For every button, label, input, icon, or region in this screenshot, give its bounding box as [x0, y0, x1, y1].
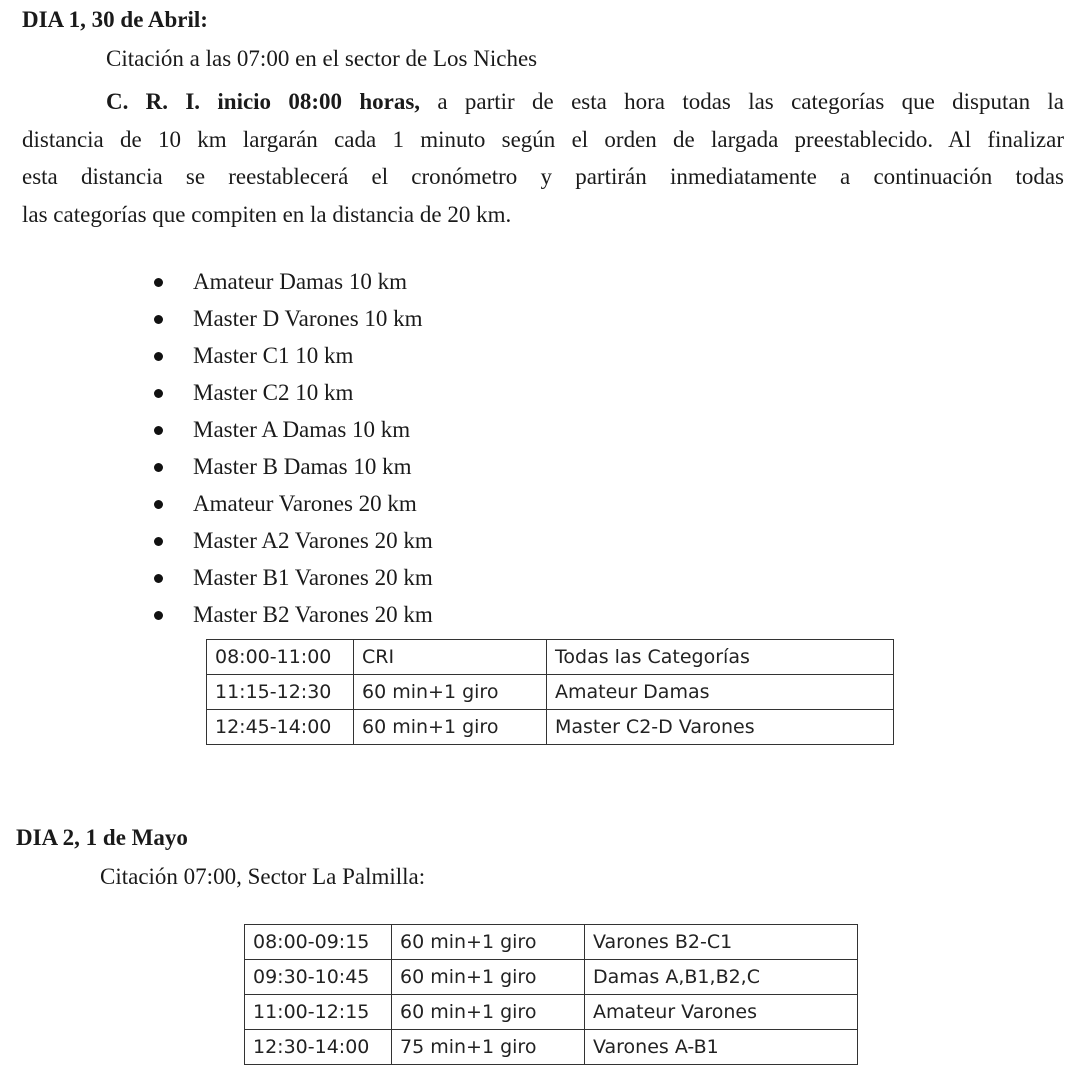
day2-citation: Citación 07:00, Sector La Palmilla: — [100, 864, 426, 889]
time-cell: 11:15-12:30 — [207, 675, 354, 710]
time-cell: 12:45-14:00 — [207, 710, 354, 745]
category-cell: Damas A,B1,B2,C — [585, 960, 858, 995]
format-cell: 60 min+1 giro — [392, 960, 585, 995]
format-cell: 75 min+1 giro — [392, 1030, 585, 1065]
bullet-icon — [154, 389, 163, 398]
day2-schedule-table — [244, 924, 858, 1065]
table-row — [245, 995, 858, 1030]
bullet-icon — [154, 611, 163, 620]
description-line-4: las categorías que compiten en la distancia de 20 km. — [22, 201, 512, 227]
time-cell: 11:00-12:15 — [245, 995, 392, 1030]
description-line-2: distancia de 10 km largarán cada 1 minuto según el orden de largada preestablecido. Al finalizar — [22, 126, 1064, 152]
day1-category-list — [150, 263, 433, 633]
day1-description — [22, 83, 1064, 233]
list-item: Master C1 10 km — [150, 337, 433, 374]
description-line-3: esta distancia se reestablecerá el cronómetro y partirán inmediatamente a continuación todas — [22, 164, 1064, 189]
category-cell: Varones B2-C1 — [585, 925, 858, 960]
day2-heading: DIA 2, 1 de Mayo — [16, 825, 188, 850]
category-cell: Todas las Categorías — [547, 640, 894, 675]
bullet-icon — [154, 537, 163, 546]
list-item: Master D Varones 10 km — [150, 300, 433, 337]
category-cell: Varones A-B1 — [585, 1030, 858, 1065]
description-bold-start: C. R. I. inicio 08:00 horas, — [106, 89, 421, 114]
category-cell: Amateur Varones — [585, 995, 858, 1030]
list-item: Master B Damas 10 km — [150, 448, 433, 485]
day1-heading: DIA 1, 30 de Abril: — [22, 7, 208, 32]
format-cell: 60 min+1 giro — [392, 925, 585, 960]
list-item: Master A Damas 10 km — [150, 411, 433, 448]
format-cell: 60 min+1 giro — [354, 675, 547, 710]
time-cell: 12:30-14:00 — [245, 1030, 392, 1065]
time-cell: 08:00-11:00 — [207, 640, 354, 675]
bullet-icon — [154, 500, 163, 509]
bullet-icon — [154, 278, 163, 287]
description-line-1 — [22, 83, 1064, 121]
day1-schedule-table — [206, 639, 894, 745]
table-row — [207, 640, 894, 675]
format-cell: CRI — [354, 640, 547, 675]
table-row — [207, 710, 894, 745]
bullet-icon — [154, 315, 163, 324]
time-cell: 08:00-09:15 — [245, 925, 392, 960]
list-item: Master B1 Varones 20 km — [150, 559, 433, 596]
description-line-1-rest: a partir de esta hora todas las categorías que disputan la — [420, 89, 1065, 114]
bullet-icon — [154, 426, 163, 435]
list-item: Amateur Varones 20 km — [150, 485, 433, 522]
table-row — [245, 1030, 858, 1065]
table-row — [207, 675, 894, 710]
day1-citation: Citación a las 07:00 en el sector de Los Niches — [106, 46, 538, 71]
format-cell: 60 min+1 giro — [354, 710, 547, 745]
category-cell: Amateur Damas — [547, 675, 894, 710]
table-row — [245, 960, 858, 995]
list-item: Amateur Damas 10 km — [150, 263, 433, 300]
table-row — [245, 925, 858, 960]
category-cell: Master C2-D Varones — [547, 710, 894, 745]
bullet-icon — [154, 574, 163, 583]
list-item: Master A2 Varones 20 km — [150, 522, 433, 559]
bullet-icon — [154, 463, 163, 472]
list-item: Master C2 10 km — [150, 374, 433, 411]
bullet-icon — [154, 352, 163, 361]
format-cell: 60 min+1 giro — [392, 995, 585, 1030]
list-item: Master B2 Varones 20 km — [150, 596, 433, 633]
time-cell: 09:30-10:45 — [245, 960, 392, 995]
